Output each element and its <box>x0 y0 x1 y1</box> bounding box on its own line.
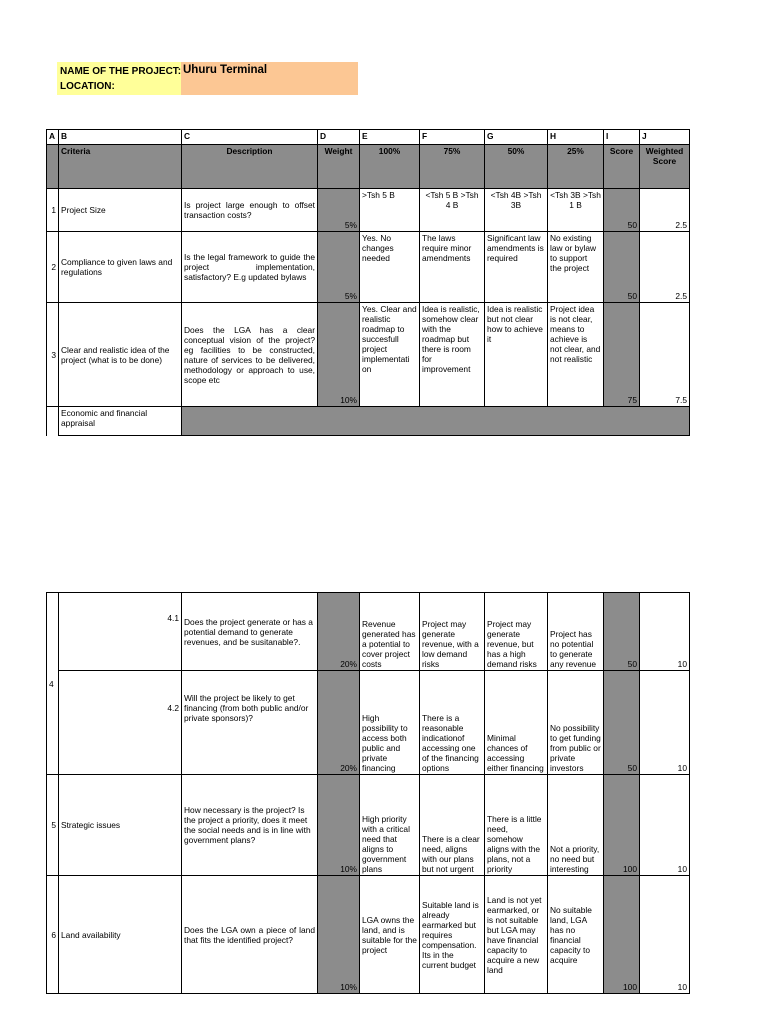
row-100: High priority with a critical need that aligns to government plans <box>360 775 420 876</box>
row-weight: 20% <box>318 671 360 775</box>
project-name-label: NAME OF THE PROJECT: <box>60 66 182 77</box>
row-50: <Tsh 4B >Tsh 3B <box>485 189 548 232</box>
col-letter-j: J <box>640 130 690 145</box>
row-25: No possibility to get funding from public or private investors <box>548 671 604 775</box>
header-weight: Weight <box>318 145 360 189</box>
header-50: 50% <box>485 145 548 189</box>
row-100: >Tsh 5 B <box>360 189 420 232</box>
row-description: Is the legal framework to guide the project implementation, satisfactory? E.g updated bylaws <box>182 232 318 303</box>
row-weight: 10% <box>318 303 360 407</box>
header-weighted-score: Weighted Score <box>640 145 690 189</box>
row-25: <Tsh 3B >Tsh 1 B <box>548 189 604 232</box>
row-25: Not a priority, no need but interesting <box>548 775 604 876</box>
row-weight: 10% <box>318 876 360 994</box>
row-criteria: Land availability <box>59 876 182 994</box>
col-letter-g: G <box>485 130 548 145</box>
row-number: 4.1 <box>59 593 182 671</box>
col-letter-f: F <box>420 130 485 145</box>
row-score: 100 <box>604 775 640 876</box>
header-a <box>47 145 59 189</box>
row-number: 1 <box>47 189 59 232</box>
row-weighted-score: 10 <box>640 593 690 671</box>
row-criteria: Clear and realistic idea of the project (what is to be done) <box>59 303 182 407</box>
header-score: Score <box>604 145 640 189</box>
header-25: 25% <box>548 145 604 189</box>
row-description: Does the project generate or has a potential demand to generate revenues, and be susitanable?. <box>182 593 318 671</box>
table-row <box>47 303 690 407</box>
row-50: Land is not yet earmarked, or is not suitable but LGA may have financial capacity to acquire a new land <box>485 876 548 994</box>
section-fill <box>182 407 690 436</box>
row-description: Will the project be likely to get financing (from both public and/or private sponsors)? <box>182 671 318 775</box>
location-label: LOCATION: <box>60 81 115 92</box>
row-score: 50 <box>604 593 640 671</box>
group-number: 4 <box>47 593 59 775</box>
row-number: 6 <box>47 876 59 994</box>
row-criteria: Compliance to given laws and regulations <box>59 232 182 303</box>
section-number <box>47 407 59 436</box>
table-row <box>47 189 690 232</box>
row-score: 50 <box>604 189 640 232</box>
header-row <box>47 145 690 189</box>
row-100: LGA owns the land, and is suitable for the project <box>360 876 420 994</box>
col-letter-b: B <box>59 130 182 145</box>
table-row <box>47 876 690 994</box>
col-letter-i: I <box>604 130 640 145</box>
col-letter-e: E <box>360 130 420 145</box>
row-75: There is a clear need, aligns with our plans but not urgent <box>420 775 485 876</box>
col-letter-d: D <box>318 130 360 145</box>
col-letter-h: H <box>548 130 604 145</box>
row-25: Project has no potential to generate any revenue <box>548 593 604 671</box>
row-score: 50 <box>604 671 640 775</box>
row-100: Yes. No changes needed <box>360 232 420 303</box>
header-criteria: Criteria <box>59 145 182 189</box>
section-row <box>47 407 690 436</box>
row-number: 4.2 <box>59 671 182 775</box>
row-weight: 5% <box>318 232 360 303</box>
row-100: Revenue generated has a potential to cover project costs <box>360 593 420 671</box>
row-25: Project idea is not clear, means to achieve is not clear, and not realistic <box>548 303 604 407</box>
row-75: Idea is realistic, somehow clear with the roadmap but there is room for improvement <box>420 303 485 407</box>
table-row <box>47 232 690 303</box>
row-25: No existing law or bylaw to support the project <box>548 232 604 303</box>
table-row <box>47 671 690 775</box>
row-score: 75 <box>604 303 640 407</box>
row-score: 50 <box>604 232 640 303</box>
row-number: 3 <box>47 303 59 407</box>
row-75: <Tsh 5 B >Tsh 4 B <box>420 189 485 232</box>
row-description: Is project large enough to offset transaction costs? <box>182 189 318 232</box>
table-row <box>47 593 690 671</box>
lower-criteria-table <box>46 592 690 994</box>
row-description: Does the LGA own a piece of land that fits the identified project? <box>182 876 318 994</box>
table-row <box>47 775 690 876</box>
row-weighted-score: 10 <box>640 775 690 876</box>
row-weighted-score: 10 <box>640 671 690 775</box>
header-75: 75% <box>420 145 485 189</box>
row-description: How necessary is the project? Is the project a priority, does it meet the social needs and is in line with government plans? <box>182 775 318 876</box>
row-criteria: Project Size <box>59 189 182 232</box>
row-weighted-score: 7.5 <box>640 303 690 407</box>
row-75: The laws require minor amendments <box>420 232 485 303</box>
row-weight: 5% <box>318 189 360 232</box>
row-50: There is a little need, somehow aligns with the plans, not a priority <box>485 775 548 876</box>
row-criteria: Strategic issues <box>59 775 182 876</box>
row-50: Minimal chances of accessing either financing <box>485 671 548 775</box>
row-100: Yes. Clear and realistic roadmap to succesfull project implementati on <box>360 303 420 407</box>
header-description: Description <box>182 145 318 189</box>
row-weight: 20% <box>318 593 360 671</box>
project-name-value: Uhuru Terminal <box>183 64 268 76</box>
column-letter-row <box>47 130 690 145</box>
row-75: Suitable land is already earmarked but requires compensation. Its in the current budget <box>420 876 485 994</box>
header-100: 100% <box>360 145 420 189</box>
row-weighted-score: 2.5 <box>640 189 690 232</box>
row-description: Does the LGA has a clear conceptual vision of the project? eg facilities to be constructed, nature of services to be delivered, methodology or approach to use, scope etc <box>182 303 318 407</box>
row-score: 100 <box>604 876 640 994</box>
row-number: 5 <box>47 775 59 876</box>
row-75: Project may generate revenue, with a low demand risks <box>420 593 485 671</box>
row-50: Project may generate revenue, but has a high demand risks <box>485 593 548 671</box>
row-75: There is a reasonable indicationof accessing one of the financing options <box>420 671 485 775</box>
row-weighted-score: 2.5 <box>640 232 690 303</box>
row-50: Significant law amendments is required <box>485 232 548 303</box>
upper-criteria-table <box>46 129 690 436</box>
col-letter-a: A <box>47 130 59 145</box>
row-100: High possibility to access both public and private financing <box>360 671 420 775</box>
row-weighted-score: 10 <box>640 876 690 994</box>
row-number: 2 <box>47 232 59 303</box>
row-25: No suitable land, LGA has no financial capacity to acquire <box>548 876 604 994</box>
section-title: Economic and financial appraisal <box>59 407 182 436</box>
col-letter-c: C <box>182 130 318 145</box>
row-50: Idea is realistic but not clear how to achieve it <box>485 303 548 407</box>
row-weight: 10% <box>318 775 360 876</box>
